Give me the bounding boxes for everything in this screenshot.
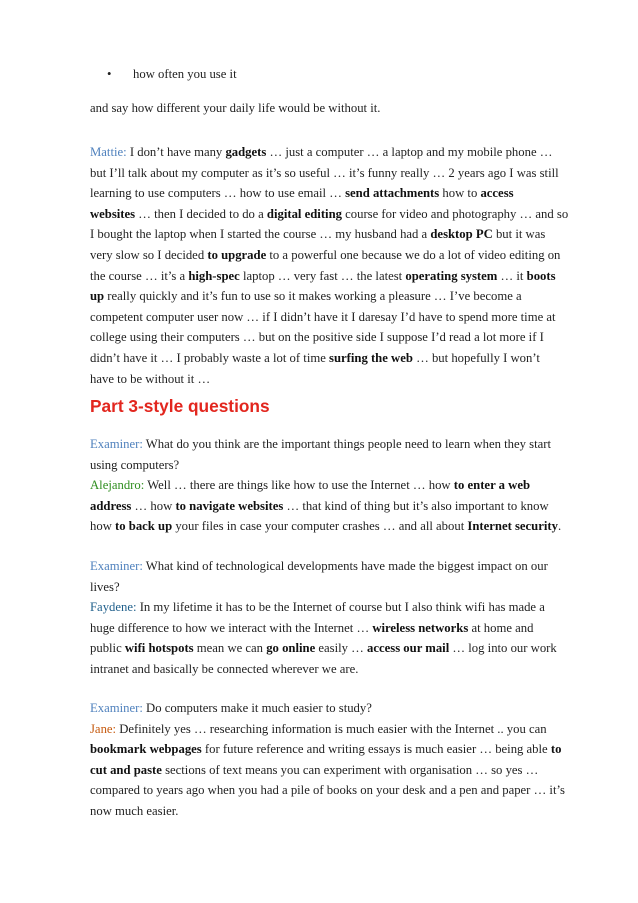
key-term: digital editing <box>266 206 342 221</box>
key-term: boots <box>526 268 556 283</box>
key-term: send attachments <box>345 186 440 201</box>
qa-block-3 <box>90 698 580 822</box>
qa-block-1 <box>90 434 580 537</box>
examiner-question-line <box>90 455 580 476</box>
text-line: but I’ll talk about my computer as it’s so useful … it’s funny really … 2 years ago I was still <box>90 165 559 180</box>
key-term: desktop PC <box>430 227 493 242</box>
mattie-answer <box>90 142 580 389</box>
key-term: address <box>90 498 132 513</box>
question-text: Do computers make it much easier to study? <box>142 701 372 715</box>
text-line: have to be without it … <box>90 371 211 386</box>
key-term: to upgrade <box>207 247 267 262</box>
text-line: very slow so I decided to upgrade to a powerful one because we do a lot of video editing on <box>90 247 561 262</box>
question-text: lives? <box>90 579 120 594</box>
key-term: up <box>90 289 105 304</box>
examiner-question-line <box>90 577 580 598</box>
text-line: huge difference to how we interact with the Internet … wireless networks at home and <box>90 620 534 635</box>
text-line: up really quickly and it’s fun to use so it makes working a pleasure … I’ve become a <box>90 289 522 304</box>
intro-paragraph: and say how different your daily life would be without it. <box>90 101 381 115</box>
text-line: cut and paste sections of text means you can experiment with organisation … so yes … <box>90 762 539 777</box>
speaker-label: Examiner: <box>90 701 143 715</box>
text-line: college using their computers … but on the positive side I suppose I’d read a lot more if I <box>90 330 544 345</box>
key-term: wireless networks <box>372 620 469 635</box>
text-line: Faydene: In my lifetime it has to be the Internet of course but I also think wifi has made a <box>90 600 545 615</box>
qa-block-2 <box>90 556 580 680</box>
text-line: compared to years ago when you had a pile of books on your desk and a pen and paper … it’s <box>90 783 565 798</box>
key-term: gadgets <box>225 145 267 159</box>
key-term: access <box>480 186 514 201</box>
key-term: to back up <box>115 519 173 534</box>
speaker-label: Alejandro: <box>90 478 148 493</box>
speaker-label: Jane: <box>90 721 120 736</box>
text-line: learning to use computers … how to use email … send attachments how to access <box>90 186 514 201</box>
text-line: websites … then I decided to do a digital editing course for video and photography … and so <box>90 206 569 221</box>
examiner-question-line <box>90 434 580 455</box>
bullet-text: how often you use it <box>133 67 237 81</box>
text-line: bookmark webpages for future reference and writing essays is much easier … being able to <box>90 742 562 757</box>
key-term: to enter a web <box>453 478 531 493</box>
examiner-question-line <box>90 556 580 577</box>
key-term: wifi hotspots <box>124 641 194 656</box>
key-term: cut and paste <box>90 762 162 777</box>
text-line: intranet and basically be connected wherever we are. <box>90 661 359 676</box>
bullet-item <box>107 64 237 84</box>
text-line: competent computer user now … if I didn’t have it I daresay I’d have to spend more time at <box>90 309 556 324</box>
text-line: Mattie: I don’t have many gadgets … just a computer … a laptop and my mobile phone … <box>90 145 553 159</box>
key-term: access our mail <box>367 641 450 656</box>
text-line: how to back up your files in case your computer crashes … and all about Internet security. <box>90 519 562 534</box>
key-term: websites <box>90 206 136 221</box>
key-term: bookmark webpages <box>90 742 202 757</box>
key-term: high-spec <box>188 268 240 283</box>
question-text: What kind of technological developments have made the biggest impact on our <box>142 559 548 573</box>
text-line: public wifi hotspots mean we can go online easily … access our mail … log into our work <box>90 641 557 656</box>
text-line: Alejandro: Well … there are things like how to use the Internet … how to enter a web <box>90 478 531 493</box>
speaker-label: Examiner: <box>90 437 143 451</box>
text-line: the course … it’s a high-spec laptop … very fast … the latest operating system … it boots <box>90 268 556 283</box>
key-term: Internet security <box>467 519 558 534</box>
text-line: didn’t have it … I probably waste a lot of time surfing the web … but hopefully I won’t <box>90 350 540 365</box>
speaker-label: Examiner: <box>90 559 143 573</box>
text-line: Jane: Definitely yes … researching information is much easier with the Internet .. you can <box>90 721 547 736</box>
text-line: now much easier. <box>90 803 179 818</box>
key-term: surfing the web <box>329 350 413 365</box>
speaker-label: Faydene: <box>90 600 140 615</box>
question-text: using computers? <box>90 457 180 472</box>
key-term: to navigate websites <box>175 498 284 513</box>
text-line: address … how to navigate websites … that kind of thing but it’s also important to know <box>90 498 549 513</box>
section-heading: Part 3-style questions <box>90 396 270 416</box>
question-text: What do you think are the important things people need to learn when they start <box>142 437 551 451</box>
key-term: to <box>550 742 562 757</box>
bullet-dot-icon: • <box>107 67 112 81</box>
text-line: I bought the laptop when I started the course … my husband had a desktop PC but it was <box>90 227 546 242</box>
speaker-label: Mattie: <box>90 145 130 159</box>
examiner-question-line <box>90 698 580 719</box>
key-term: go online <box>266 641 316 656</box>
key-term: operating system <box>405 268 498 283</box>
